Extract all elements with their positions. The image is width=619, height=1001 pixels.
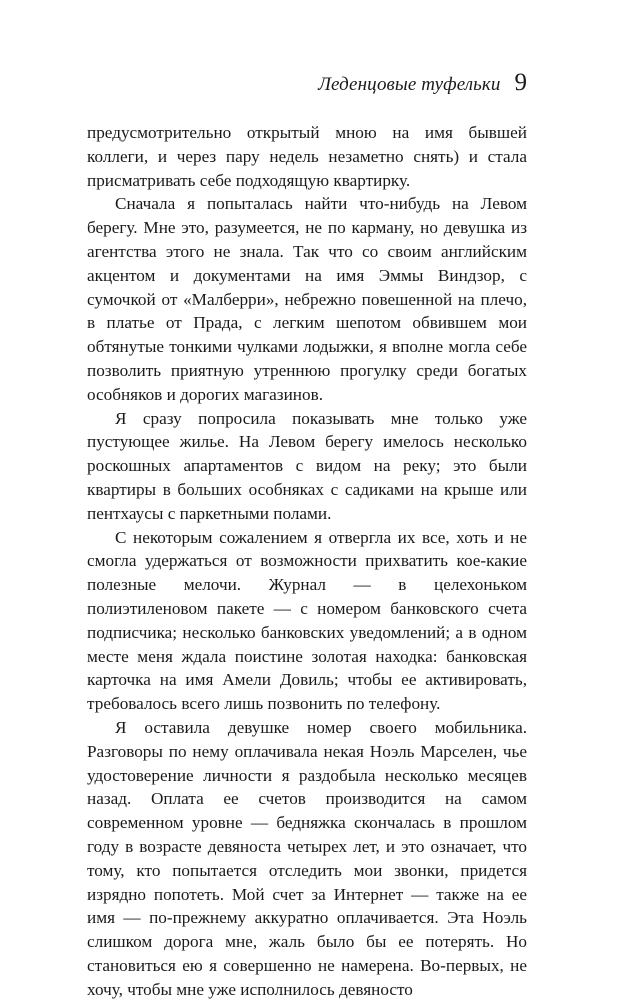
running-header bbox=[318, 70, 527, 96]
running-title: Леденцовые туфельки bbox=[318, 74, 501, 95]
paragraph: Сначала я попыталась найти что-нибудь на Левом берегу. Мне это, разумеется, не по карману, но девушка из агентства этого не знала. Так что со своим английским акцентом и документами на имя Эммы Виндзор, с сумочкой от «Малберри», небрежно повешенной на плечо, в платье от Прада, с легким шепотом обвившем мои обтянутые тонкими чулками лодыжки, я вполне могла себе позволить приятную утреннюю прогулку среди богатых особняков и дорогих магазинов. bbox=[87, 194, 527, 404]
page-number: 9 bbox=[514, 69, 527, 96]
paragraph-continued: предусмотрительно открытый мною на имя бывшей коллеги, и через пару недель незаметно снять) и стала присматривать себе подходящую квартирку. bbox=[87, 123, 527, 190]
body-text bbox=[87, 121, 527, 1001]
paragraph: Я оставила девушке номер своего мобильника. Разговоры по нему оплачивала некая Ноэль Марселен, чье удостоверение личности я раздобыла несколько месяцев назад. Оплата ее счетов производится на самом современном уровне — бедняжка скончалась в прошлом году в возрасте девяноста четырех лет, и это означает, что тому, кто попытается отследить мои звонки, придется изрядно попотеть. Мой счет за Интернет — также на ее имя — по-прежнему аккуратно оплачивается. Эта Ноэль слишком дорога мне, жаль было бы ее потерять. Но становиться ею я совершенно не намерена. Во-первых, не хочу, чтобы мне уже исполнилось девяносто bbox=[87, 717, 527, 999]
paragraph: Я сразу попросила показывать мне только уже пустующее жилье. На Левом берегу имелось несколько роскошных апартаментов с видом на реку; это были квартиры в больших особняках с садиками на крыше или пентхаусы с паркетными полами. bbox=[87, 408, 527, 523]
paragraph: С некоторым сожалением я отвергла их все, хоть и не смогла удержаться от возможности прихватить кое-какие полезные мелочи. Журнал — в целехоньком полиэтиленовом пакете — с номером банковского счета подписчика; несколько банковских уведомлений; а в одном месте меня ждала поистине золотая находка: банковская карточка на имя Амели Довиль; чтобы ее активировать, требовалось всего лишь позвонить по телефону. bbox=[87, 527, 527, 714]
